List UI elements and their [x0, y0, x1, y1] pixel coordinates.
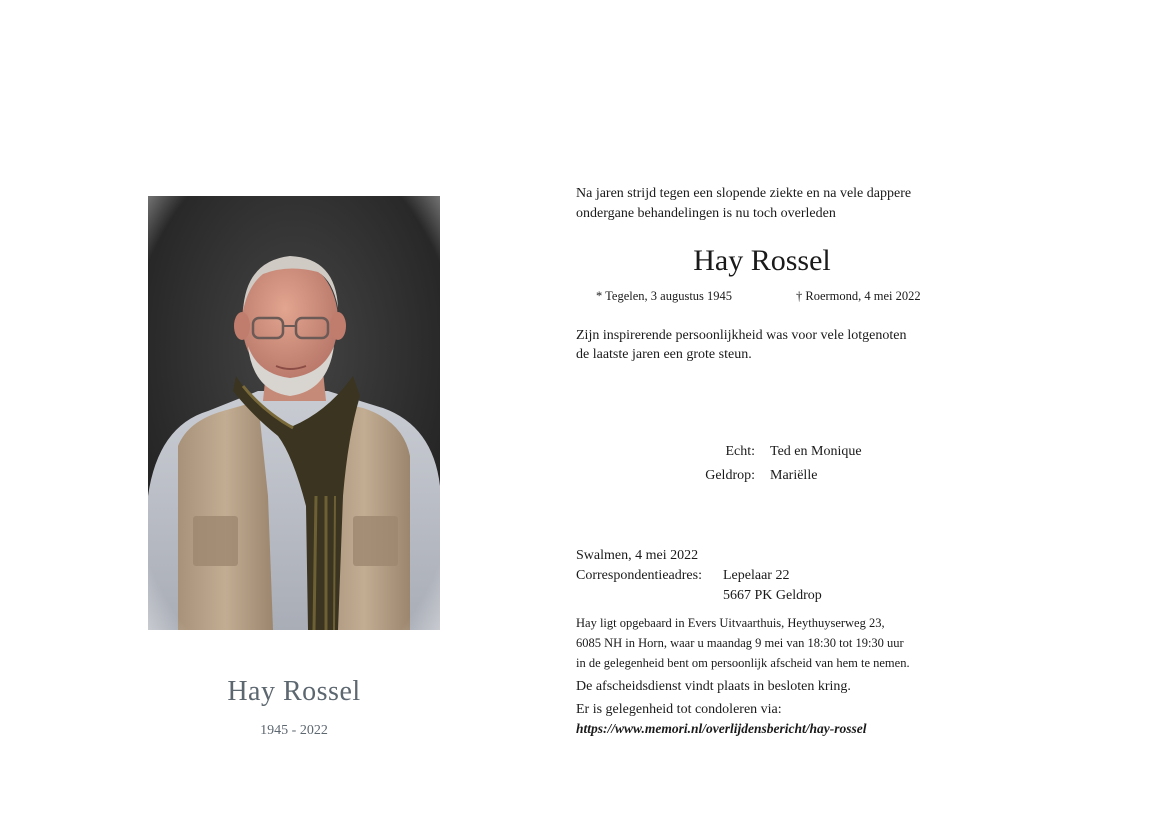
portrait-photo [148, 196, 440, 630]
portrait-illustration [148, 196, 440, 630]
arrangements-line-2: 6085 NH in Horn, waar u maandag 9 mei van 18:30 tot 19:30 uur [576, 636, 904, 650]
condolence-info: Er is gelegenheid tot condoleren via: [576, 702, 782, 717]
address-line-1: Lepelaar 22 [723, 568, 790, 583]
intro-line-2: ondergane behandelingen is nu toch overleden [576, 206, 836, 221]
relative-names-1: Ted en Monique [770, 444, 862, 459]
tribute-line-1: Zijn inspirerende persoonlijkheid was voor vele lotgenoten [576, 328, 907, 343]
arrangements-line-1: Hay ligt opgebaard in Evers Uitvaarthuis, Heythuyserweg 23, [576, 616, 885, 630]
address-line-2: 5667 PK Geldrop [723, 588, 822, 603]
deceased-name: Hay Rossel [693, 244, 831, 277]
left-name: Hay Rossel [227, 676, 361, 707]
death-info: † Roermond, 4 mei 2022 [796, 289, 921, 303]
place-date: Swalmen, 4 mei 2022 [576, 548, 699, 563]
relative-place-1: Echt: [725, 444, 755, 459]
intro-line-1: Na jaren strijd tegen een slopende ziekte en na vele dappere [576, 186, 912, 201]
left-years: 1945 - 2022 [260, 723, 328, 738]
service-info: De afscheidsdienst vindt plaats in besloten kring. [576, 679, 851, 694]
correspondence-label: Correspondentieadres: [576, 568, 702, 583]
tribute-line-2: de laatste jaren een grote steun. [576, 347, 752, 362]
condolence-url[interactable]: https://www.memori.nl/overlijdensbericht/hay-rossel [576, 721, 867, 736]
relative-names-2: Mariëlle [770, 468, 818, 483]
birth-info: * Tegelen, 3 augustus 1945 [596, 289, 733, 303]
relative-place-2: Geldrop: [705, 468, 755, 483]
arrangements-line-3: in de gelegenheid bent om persoonlijk afscheid van hem te nemen. [576, 656, 910, 670]
